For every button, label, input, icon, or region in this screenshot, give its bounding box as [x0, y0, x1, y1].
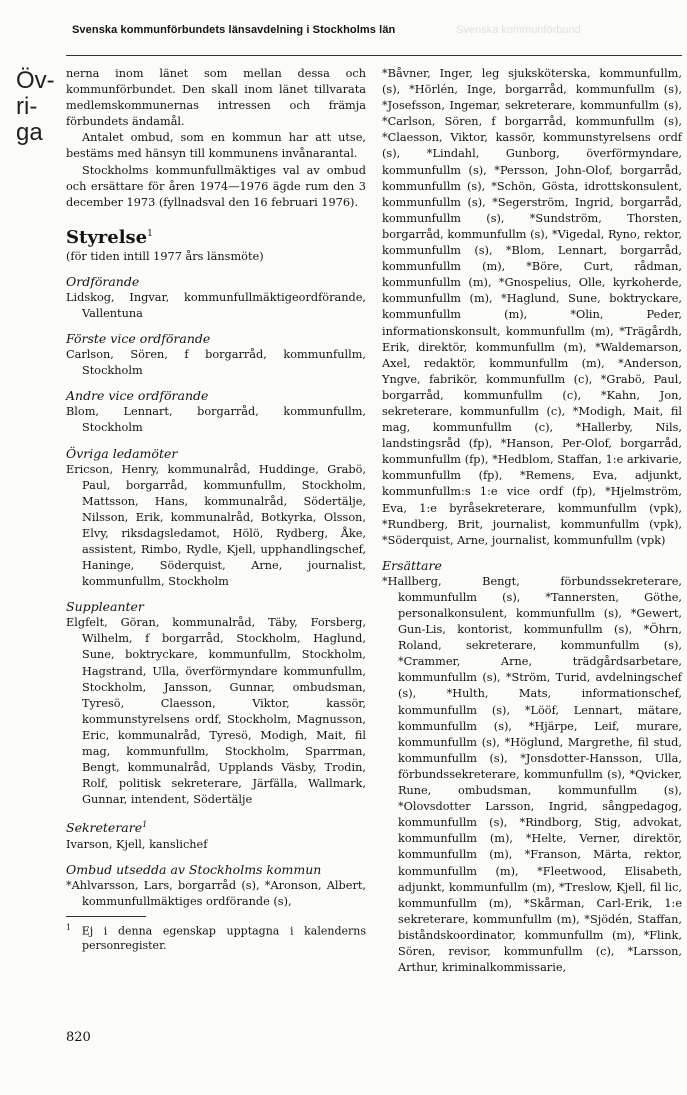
andre-vice-entry: Blom, Lennart, borgarråd, kommunfullm, Stockholm [66, 405, 366, 435]
ombud-entry-start: *Ahlvarsson, Lars, borgarråd (s), *Aronson, Albert, kommunfullmäktiges ordförande (s), [66, 878, 366, 908]
show-through-header: Svenska kommunförbund [456, 24, 581, 36]
andre-vice-heading: Andre vice ordförande [66, 388, 209, 404]
styrelse-footnote-mark: 1 [147, 228, 153, 239]
intro-paragraph-3: Stockholms kommunfullmäktiges val av ombud och ersättare för åren 1974—1976 ägde rum den 3 december 1973 (fyllnadsval den 16 februari 1976). [66, 163, 366, 209]
header-rule [66, 55, 682, 56]
sekreterare-heading [66, 816, 366, 836]
ombud-heading: Ombud utsedda av Stockholms kommun [66, 861, 322, 877]
left-column [66, 66, 366, 953]
footnote [66, 920, 366, 954]
sekreterare-footnote-mark: 1 [142, 820, 148, 830]
styrelse-term: (för tiden intill 1977 års länsmöte) [66, 249, 264, 263]
intro-paragraph-2: Antalet ombud, som en kommun har att utse, bestäms med hänsyn till kommunens invånarantal. [66, 131, 366, 161]
forste-vice-entry: Carlson, Sören, f borgarråd, kommunfullm, Stockholm [66, 348, 366, 378]
footnote-rule [66, 916, 146, 917]
sekreterare-title: Sekreterare [66, 820, 143, 836]
running-header: Svenska kommunförbundets länsavdelning i Stockholms län [72, 24, 396, 36]
ombud-entry-continued: *Båvner, Inger, leg sjuksköterska, kommunfullm, (s), *Hörlén, Inge, borgarråd, kommunfullm (s), *Josefsson, Ingemar, sekreterare, kommunfullm (s), *Carlson, Sören, f borgarråd, kommunfullm (s), *Claesson, Viktor, kassör, kommunstyrelsens ordf (s), *Lindahl, Gunborg, överförmyndare, kommunfullm (s), *Persson, John-Olof, borgarråd, kommunfullm (s), *Schön, Gösta, idrottskonsulent, kommunfullm (s), *Segerström, Ingrid, borgarråd, kommunfullm (s), *Sundström, Thorsten, borgarråd, kommunfullm (s), *Vigedal, Ryno, rektor, kommunfullm (s), *Blom, Lennart, borgarråd, kommunfullm (m), *Böre, Curt, rådman, kommunfullm (m), *Gnospelius, Olle, kyrkoherde, kommunfullm (m), *Haglund, Sune, boktryckare, kommunfullm (m), *Olin, Peder, informationskonsult, kommunfullm (m), *Trägårdh, Erik, direktör, kommunfullm (m), *Waldemarson, Axel, redaktör, kommunfullm (m), *Anderson, Yngve, fabrikör, kommunfullm (c), *Grabö, Paul, borgarråd, kommunfullm (c), *Kahn, Jon, sekreterare, kommunfullm (c), *Modigh, Mait, fil mag, kommunfullm (c), *Hallerby, Nils, landstingsråd (fp), *Hanson, Per-Olof, borgarråd, kommunfullm (fp), *Hedblom, Staffan, 1:e arkivarie, kommunfullm (fp), *Remens, Eva, adjunkt, kommunfullm:s 1:e vice ordf (fp), *Hjelmström, Eva, 1:e byråsekreterare, kommunfullm (vpk), *Rundberg, Brit, journalist, kommunfullm (vpk), *Söderquist, Arne, journalist, kommunfullm (vpk) [382, 67, 682, 547]
right-column [382, 66, 682, 976]
intro-paragraph-1: nerna inom länet som mellan dessa och kommunförbundet. Den skall inom länet tillvarata medlemskommunernas intressen och främja förbundets ändamål. [66, 67, 366, 129]
side-tab-text: Öv- ri- ga [16, 67, 55, 146]
footnote-text: Ej i denna egenskap upptagna i kalenderns personregister. [81, 924, 367, 953]
ordforande-entry: Lidskog, Ingvar, kommunfullmäktigeordförande, Vallentuna [66, 290, 366, 321]
side-tab-ovriga [16, 68, 68, 146]
sekreterare-entry: Ivarson, Kjell, kanslichef [66, 837, 208, 851]
ovriga-ledamoter-entry: Ericson, Henry, kommunalråd, Huddinge, Grabö, Paul, borgarråd, kommunfullm, Stockholm, Mattsson, Hans, kommunalråd, Södertälje, Nilsson, Erik, kommunalråd, Botkyrka, Olsson, Elvy, riksdagsledamot, Hölö, Rydberg, Åke, assistent, Rimbo, Rydle, Kjell, upphandlingschef, Haninge, Söderquist, Arne, journalist, kommunfullm, Stockholm [66, 462, 366, 589]
footnote-mark: 1 [66, 922, 72, 932]
ersattare-entry: *Hallberg, Bengt, förbundssekreterare, kommunfullm (s), *Tannersten, Göthe, personalkonsulent, kommunfullm (s), *Gewert, Gun-Lis, kontorist, kommunfullm (s), *Öhrn, Roland, sekreterare, kommunfullm (s), *Crammer, Arne, trädgårdsarbetare, kommunfullm (s), *Ström, Turid, avdelningschef (s), *Hulth, Mats, informationschef, kommunfullm (s), *Lööf, Lennart, mätare, kommunfullm (s), *Hjärpe, Leif, murare, kommunfullm (s), *Höglund, Margrethe, fil stud, kommunfullm (s), *Jonsdotter-Hansson, Ulla, förbundssekreterare, kommunfullm (s), *Qvicker, Rune, ombudsman, kommunfullm (s), *Olovsdotter Larsson, Ingrid, sångpedagog, kommunfullm (s), *Rindborg, Stig, advokat, kommunfullm (m), *Helte, Verner, direktör, kommunfullm (m), *Franson, Märta, rektor, kommunfullm (m), *Fleetwood, Elisabeth, adjunkt, kommunfullm (m), *Treslow, Kjell, fil lic, kommunfullm (m), *Skårman, Carl-Erik, 1:e sekreterare, kommunfullm (m), *Sjödén, Staffan, biståndskoordinator, kommunfullm (m), *Flink, Sören, revisor, kommunfullm (c), *Larsson, Arthur, kriminalkommissarie, [382, 574, 682, 975]
suppleanter-heading: Suppleanter [66, 599, 144, 615]
ordforande-heading: Ordförande [66, 273, 140, 289]
ovriga-ledamoter-heading: Övriga ledamöter [66, 445, 178, 461]
styrelse-title: Styrelse [66, 226, 148, 248]
forste-vice-heading: Förste vice ordförande [66, 331, 211, 347]
suppleanter-entry: Elgfelt, Göran, kommunalråd, Täby, Forsberg, Wilhelm, f borgarråd, Stockholm, Haglund, Sune, boktryckare, kommunfullm, Stockholm, Hagstrand, Ulla, överförmyndare kommunfullm, Stockholm, Jansson, Gunnar, ombudsman, Tyresö, Claesson, Viktor, kassör, kommunstyrelsens ordf, Stockholm, Magnusson, Eric, kommunalråd, Tyresö, Modigh, Mait, fil mag, kommunfullm, Stockholm, Sparrman, Bengt, kommunalråd, Upplands Väsby, Trodin, Rolf, politisk sekreterare, Järfälla, Wallmark, Gunnar, intendent, Södertälje [66, 616, 366, 807]
styrelse-heading [66, 223, 366, 249]
page-number: 820 [66, 1030, 91, 1045]
ersattare-heading: Ersättare [382, 557, 442, 573]
